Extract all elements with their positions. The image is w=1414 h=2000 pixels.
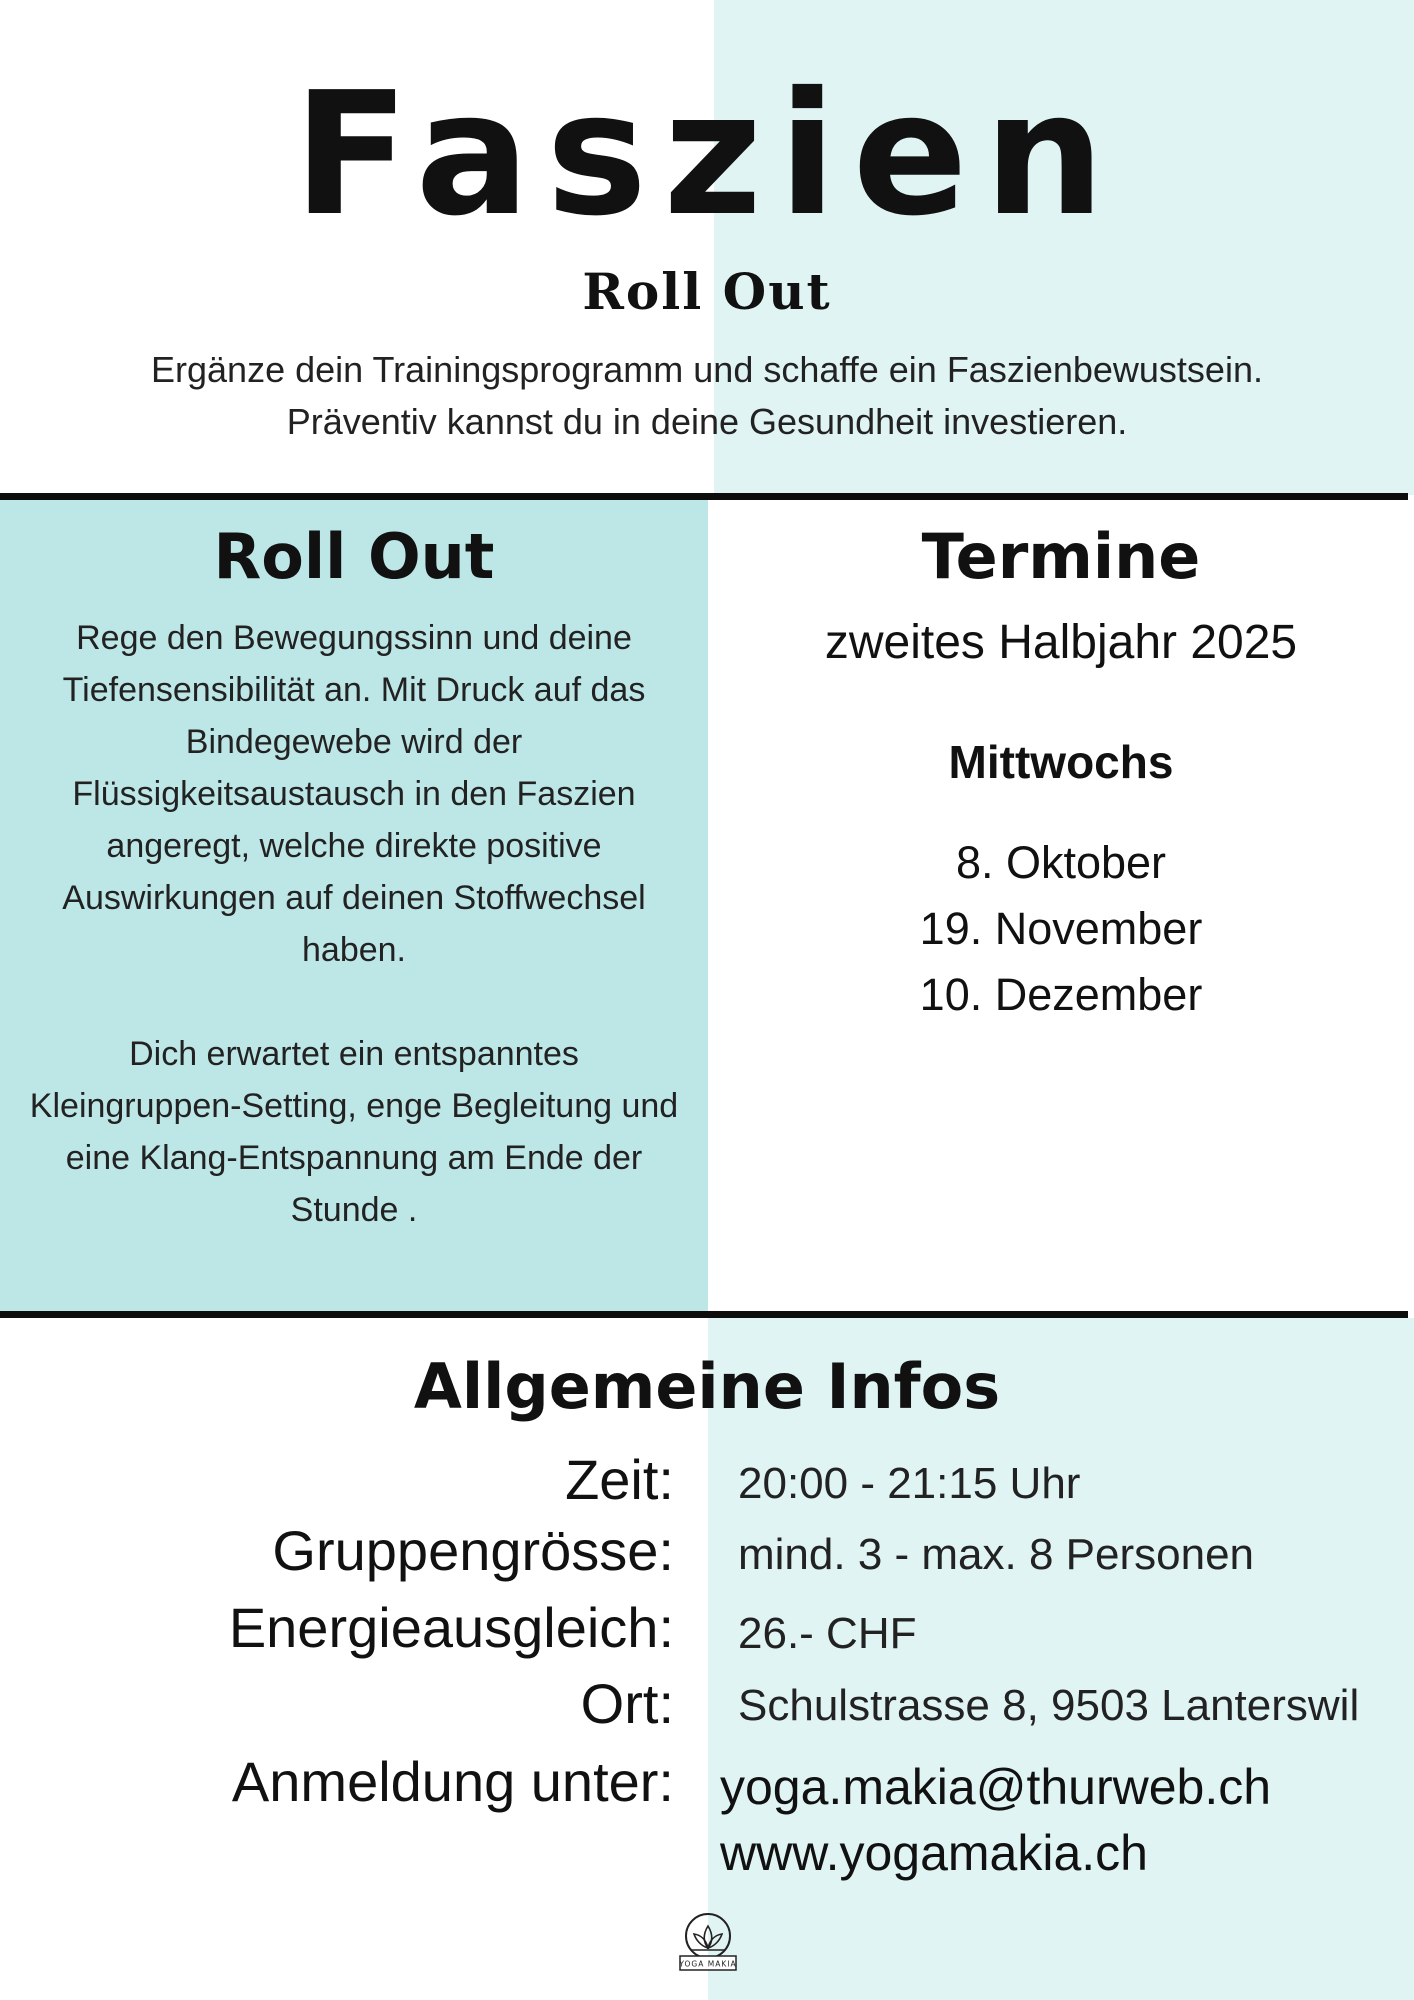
rollout-paragraph: Rege den Bewegungssinn und deine Tiefensensibilität an. Mit Druck auf das Bindegewebe wird der Flüssigkeitsaustausch in den Faszien angeregt, welche direkte positive Auswirkungen auf deinen Stoffwechsel haben. [62, 619, 646, 969]
info-value-gruppengroesse: mind. 3 - max. 8 Personen [738, 1530, 1255, 1579]
contact-email[interactable]: yoga.makia@thurweb.ch [720, 1759, 1272, 1815]
logo-text: YOGA MAKIA [679, 1959, 737, 1969]
divider-bottom [0, 1311, 1408, 1318]
info-value-energieausgleich: 26.- CHF [738, 1609, 917, 1658]
termine-date: 8. Oktober [955, 837, 1167, 888]
info-label-zeit: Zeit: [565, 1448, 674, 1511]
intro-line: Präventiv kannst du in deine Gesundheit investieren. [286, 401, 1128, 442]
termine-heading: Termine [921, 520, 1201, 593]
info-label-gruppengroesse: Gruppengrösse: [272, 1519, 674, 1582]
termine-date: 10. Dezember [919, 969, 1203, 1020]
divider-top [0, 493, 1408, 500]
info-label-energieausgleich: Energieausgleich: [228, 1596, 674, 1659]
termine-dates-list [708, 830, 1414, 1028]
termine-period: zweites Halbjahr 2025 [824, 616, 1298, 669]
contact-website[interactable]: www.yogamakia.ch [720, 1825, 1148, 1881]
intro-text [0, 344, 1414, 448]
intro-line: Ergänze dein Trainingsprogramm und schaffe ein Faszienbewustsein. [151, 349, 1263, 390]
info-label-ort: Ort: [580, 1672, 674, 1735]
info-label-anmeldung: Anmeldung unter: [231, 1750, 674, 1813]
page-title: Faszien [293, 56, 1121, 254]
rollout-description [20, 612, 688, 1288]
infos-heading: Allgemeine Infos [413, 1350, 1001, 1423]
lotus-logo-icon [677, 1910, 739, 1974]
termine-weekday: Mittwochs [948, 736, 1174, 788]
rollout-heading: Roll Out [213, 520, 495, 593]
info-value-ort: Schulstrasse 8, 9503 Lanterswil [738, 1681, 1360, 1730]
rollout-paragraph: Dich erwartet ein entspanntes Kleingruppen-Setting, enge Begleitung und eine Klang-Entspannung am Ende der Stunde . [29, 1035, 679, 1229]
page-subtitle: Roll Out [582, 262, 832, 321]
termine-date: 19. November [919, 903, 1203, 954]
info-value-zeit: 20:00 - 21:15 Uhr [738, 1459, 1081, 1508]
